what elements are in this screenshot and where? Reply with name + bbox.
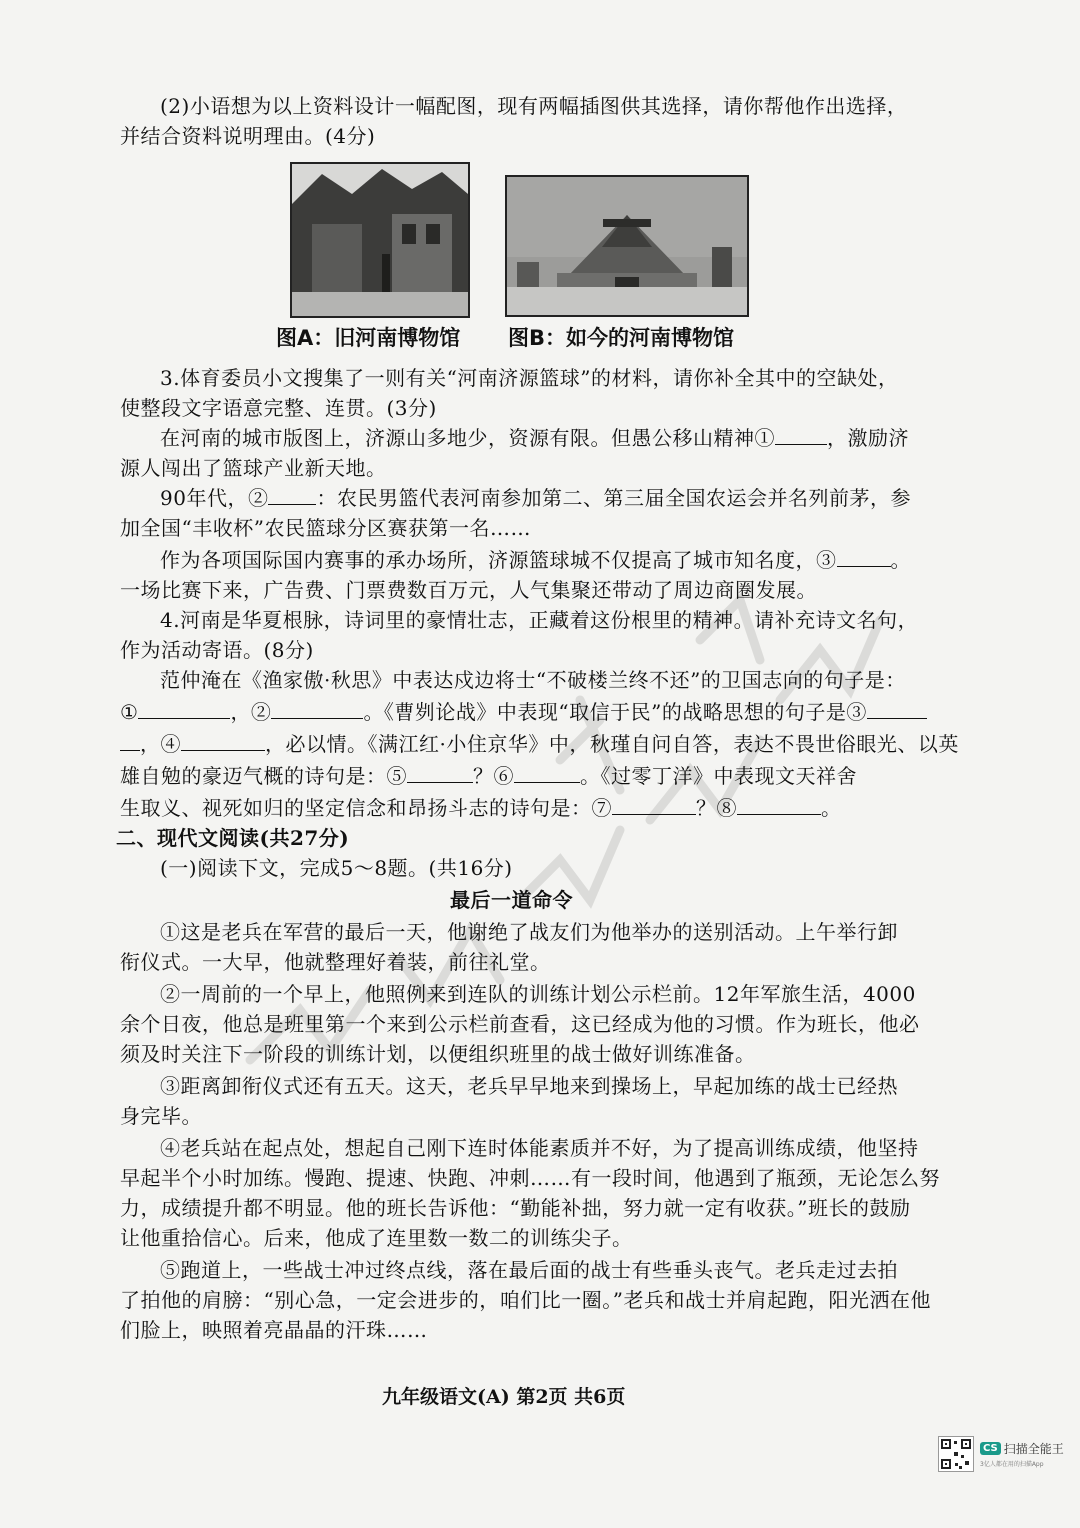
- section-title: 二、现代文阅读(共27分): [116, 826, 350, 850]
- figure-b-photo: [505, 175, 749, 317]
- figure-a-caption: 图A：旧河南博物馆: [276, 326, 461, 350]
- passage-p4-line2: 早起半个小时加练。慢跑、提速、快跑、冲刺……有一段时间，他遇到了瓶颈，无论怎么努: [120, 1166, 940, 1190]
- q4-line5: 生取义、视死如归的坚定信念和昂扬斗志的诗句是：⑦ ？⑧ 。: [120, 796, 842, 820]
- q4-line4: 雄自勉的豪迈气概的诗句是：⑤ ？⑥ 。《过零丁洋》中表现文天祥舍: [120, 764, 857, 788]
- passage-p1-line1: ①这是老兵在军营的最后一天，他谢绝了战友们为他举办的送别活动。上午举行卸: [160, 920, 898, 944]
- q4-line3: ，④ ，必以情。《满江红·小住京华》中，秋瑾自问自答，表达不畏世俗眼光、以英: [120, 730, 959, 758]
- blank-q4-1[interactable]: [138, 700, 230, 719]
- passage-p4-line1: ④老兵站在起点处，想起自己刚下连时体能素质并不好，为了提高训练成绩，他坚持: [160, 1136, 919, 1160]
- q3-paragraph1-line2: 源人闯出了篮球产业新天地。: [120, 456, 387, 480]
- blank-q4-4[interactable]: [181, 732, 265, 751]
- blank-q4-3a[interactable]: [867, 700, 927, 719]
- q3-prompt-line1: 3.体育委员小文搜集了一则有关“河南济源篮球”的材料，请你补全其中的空缺处，: [160, 366, 899, 390]
- passage-p4-line4: 让他重拾信心。后来，他成了连里数一数二的训练尖子。: [120, 1226, 633, 1250]
- blank-q4-3b[interactable]: [120, 732, 140, 751]
- q4-prompt-line1: 4.河南是华夏根脉，诗词里的豪情壮志，正藏着这份根里的精神。请补充诗文名句，: [160, 608, 919, 632]
- passage-p3-line2: 身完毕。: [120, 1104, 202, 1128]
- q3-paragraph1-line1: 在河南的城市版图上，济源山多地少，资源有限。但愚公移山精神① ，激励济: [160, 426, 909, 450]
- q2-prompt-line2: 并结合资料说明理由。(4分): [120, 124, 376, 148]
- passage-p2-line1: ②一周前的一个早上，他照例来到连队的训练计划公示栏前。12年军旅生活，4000: [160, 982, 916, 1006]
- q3-paragraph2-line2: 加全国“丰收杯”农民篮球分区赛获第一名……: [120, 516, 531, 540]
- blank-1[interactable]: [775, 426, 827, 445]
- scanner-logo: CS: [980, 1442, 1001, 1455]
- q3-paragraph3-line1: 作为各项国际国内赛事的承办场所，济源篮球城不仅提高了城市知名度，③ 。: [160, 548, 911, 572]
- qr-code-icon: [938, 1436, 974, 1472]
- blank-2[interactable]: [268, 486, 316, 505]
- passage-p5-line1: ⑤跑道上，一些战士冲过终点线，落在最后面的战士有些垂头丧气。老兵走过去拍: [160, 1258, 898, 1282]
- blank-q4-2[interactable]: [271, 700, 363, 719]
- q3-paragraph2-line1: 90年代，② ：农民男篮代表河南参加第二、第三届全国农运会并名列前茅，参: [160, 486, 911, 510]
- blank-q4-6[interactable]: [514, 764, 580, 783]
- q4-prompt-line2: 作为活动寄语。(8分): [120, 638, 314, 662]
- section-instructions: (一)阅读下文，完成5～8题。(共16分): [160, 856, 513, 880]
- page-footer: 九年级语文(A) 第2页 共6页: [382, 1386, 626, 1408]
- passage-p4-line3: 力，成绩提升都不明显。他的班长告诉他：“勤能补拙，努力就一定有收获。”班长的鼓励: [120, 1196, 911, 1220]
- q4-line1: 范仲淹在《渔家傲·秋思》中表达戍边将士“不破楼兰终不还”的卫国志向的句子是：: [160, 668, 906, 692]
- scanner-name: 扫描全能王: [1003, 1442, 1064, 1456]
- passage-title: 最后一道命令: [450, 888, 573, 912]
- passage-p1-line2: 衔仪式。一大早，他就整理好着装，前往礼堂。: [120, 950, 551, 974]
- figure-a-photo: [290, 162, 470, 318]
- passage-p5-line2: 了拍他的肩膀：“别心急，一定会进步的，咱们比一圈。”老兵和战士并肩起跑，阳光洒在他: [120, 1288, 931, 1312]
- blank-3[interactable]: [837, 548, 891, 567]
- scanner-tagline: 3亿人都在用的扫描App: [980, 1461, 1044, 1468]
- scanner-badge: [938, 1432, 1068, 1476]
- q3-paragraph3-line2: 一场比赛下来，广告费、门票费数百万元，人气集聚还带动了周边商圈发展。: [120, 578, 817, 602]
- blank-q4-5[interactable]: [407, 764, 473, 783]
- blank-q4-7[interactable]: [612, 796, 696, 815]
- passage-p2-line3: 须及时关注下一阶段的训练计划，以便组织班里的战士做好训练准备。: [120, 1042, 756, 1066]
- figure-b-caption: 图B：如今的河南博物馆: [508, 326, 735, 350]
- q4-line2: ① ，② 。《曹刿论战》中表现“取信于民”的战略思想的句子是③: [120, 698, 927, 726]
- blank-q4-8[interactable]: [737, 796, 821, 815]
- q3-prompt-line2: 使整段文字语意完整、连贯。(3分): [120, 396, 437, 420]
- passage-p2-line2: 余个日夜，他总是班里第一个来到公示栏前查看，这已经成为他的习惯。作为班长，他必: [120, 1012, 920, 1036]
- q2-prompt-line1: (2)小语想为以上资料设计一幅配图，现有两幅插图供其选择，请你帮他作出选择，: [160, 94, 908, 118]
- passage-p5-line3: 们脸上，映照着亮晶晶的汗珠……: [120, 1318, 428, 1342]
- passage-p3-line1: ③距离卸衔仪式还有五天。这天，老兵早早地来到操场上，早起加练的战士已经热: [160, 1074, 898, 1098]
